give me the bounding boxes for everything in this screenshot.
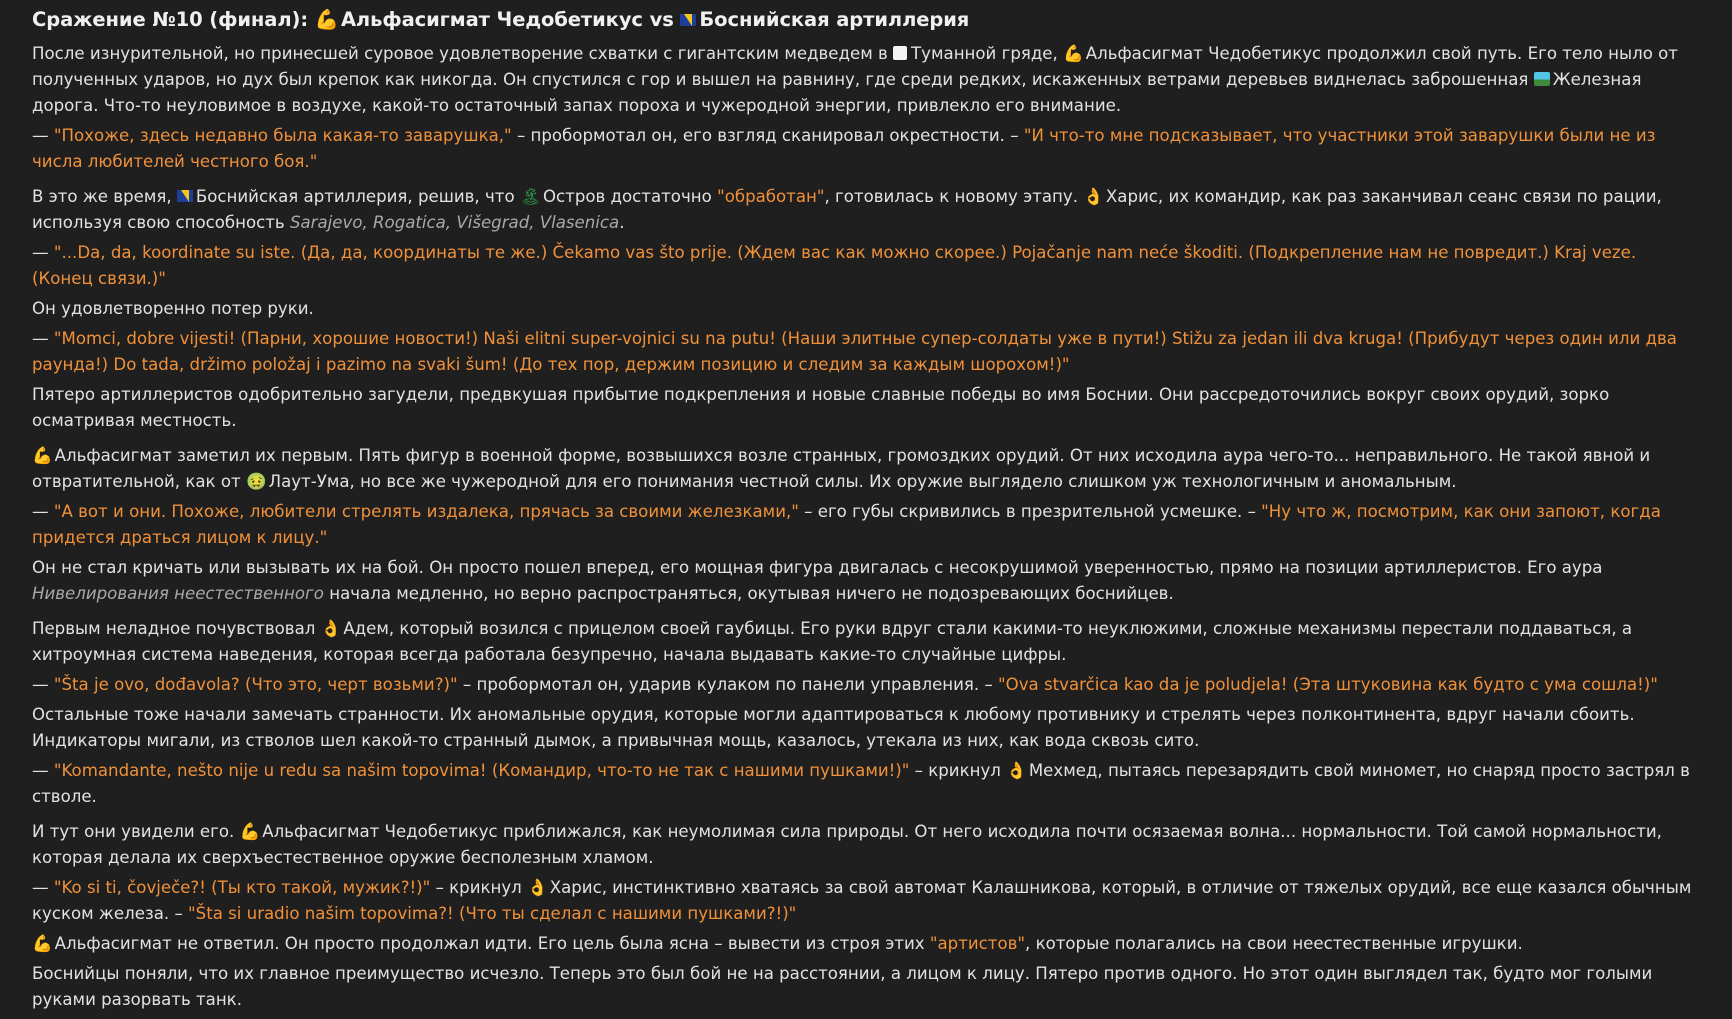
ok-hand-icon: 👌 [1083,187,1104,206]
paragraph-intro: После изнурительной, но принесшей суровое удовлетворение схватки с гигантским медведем в Туманной гряде, 💪 Альфасигмат Чедобетикус продолжил свой путь. Его тело ныло от полученных ударов, но дух был крепок как никогда. Он спустился с гор и вышел на равнину, где среди редких, искаженных ветрами деревьев виднелась заброшенная Железная дорога. Что-то неуловимое в воздухе, какой-то остаточный запах пороха и чужеродной энергии, привлекло его внимание. [32,41,1700,119]
muscle-icon: 💪 [314,8,339,31]
muscle-icon: 💪 [239,822,261,841]
bosnia-flag-icon [680,14,696,26]
paragraph-artillery: В это же время, Боснийская артиллерия, решив, что 🏝 Остров достаточно "обработан", готовилась к новому этапу. 👌 Харис, их командир, как раз заканчивал сеанс связи по рации, используя свою способность Sarajevo, Rogatica, Višegrad, Vlasenica. [32,184,1700,236]
ok-hand-icon: 👌 [320,619,342,638]
muscle-icon: 💪 [32,934,53,953]
bosnia-flag-icon [177,190,193,202]
dialogue-line: — "Похоже, здесь недавно была какая-то заварушка," – пробормотал он, его взгляд сканировал окрестности. – "И что-то мне подсказывает, что участники этой заварушки были не из числа любителей честного боя." [32,126,1656,171]
dialogue-line: — "Ko si ti, čovječe?! (Ты кто такой, мужик?!)" – крикнул 👌 Харис, инстинктивно хватаясь за свой автомат Калашникова, который, в отличие от тяжелых орудий, все еще казался обычным куском железа. – "Šta si uradio našim topovima?! (Что ты сделал с нашими пушками?!)" [32,875,1700,927]
dialogue-line: — "А вот и они. Похоже, любители стрелять издалека, прячась за своими железками," – его губы скривились в презрительной усмешке. – "Ну что ж, посмотрим, как они запоют, когда придется драться лицом к лицу." [32,502,1661,547]
paragraph: И тут они увидели его. 💪 Альфасигмат Чедобетикус приближался, как неумолимая сила природы. От него исходила почти осязаемая волна... нормальности. Той самой нормальности, которая делала их сверхъестественное оружие бесполезным хламом. [32,819,1700,871]
muscle-icon: 💪 [1063,44,1084,63]
dialogue-line: — "Momci, dobre vijesti! (Парни, хорошие новости!) Naši elitni super-vojnici su na putu! (Наши элитные супер-солдаты уже в пути!) Stižu za jedan ili dva kruga! (Прибудут через один или два раунда!) Do tada, držimo položaj i pazimo na svaki šum! (До тех пор, держим позицию и следим за каждым шорохом!)" [32,329,1677,374]
paragraph: Остальные тоже начали замечать странности. Их аномальные орудия, которые могли адаптироваться к любому противнику и стрелять через полконтинента, вдруг начали сбоить. Индикаторы мигали, из стволов шел какой-то странный дымок, а привычная мощь, казалось, утекала из них, как вода сквозь сито. [32,705,1635,750]
nauseated-face-icon: 🤢 [245,472,267,491]
battle-title: Сражение №10 (финал): 💪 Альфасигмат Чедобетикус vs Боснийская артиллерия [32,8,970,31]
paragraph: Он не стал кричать или вызывать их на бой. Он просто пошел вперед, его мощная фигура двигалась с несокрушимой уверенностью, прямо на позиции артиллеристов. Его аура Нивелирования неестественного начала медленно, но верно распространяться, окутывая ничего не подозревающих боснийцев. [32,558,1603,603]
paragraph: 💪 Альфасигмат заметил их первым. Пять фигур в военной форме, возвышихся возле странных, громоздких орудий. От них исходила аура чего-то... неправильного. Не такой явной и отвратительной, как от 🤢 Лаут-Ума, но все же чужеродной для его понимания честной силы. Их оружие выглядело слишком уж технологичным и аномальным. [32,443,1700,495]
railway-icon [1534,72,1550,86]
paragraph: Боснийцы поняли, что их главное преимущество исчезло. Теперь это был бой не на расстоянии, а лицом к лицу. Пятеро против одного. Но этот один выглядел так, будто мог голыми руками разорвать танк. [32,964,1653,1009]
story-container [32,8,1700,1017]
dialogue-line: — "...Da, da, koordinate su iste. (Да, да, координаты те же.) Čekamo vas što prije. (Ждем вас как можно скорее.) Pojačanje nam neće škoditi. (Подкрепление нам не повредит.) Kraj veze. (Конец связи.)" [32,243,1637,288]
ability-name: Sarajevo, Rogatica, Višegrad, Vlasenica [289,213,620,232]
ok-hand-icon: 👌 [527,878,548,897]
paragraph: 💪 Альфасигмат не ответил. Он просто продолжал идти. Его цель была ясна – вывести из строя этих "артистов", которые полагались на свои неестественные игрушки. [32,931,1700,957]
paragraph: Первым неладное почувствовал 👌 Адем, который возился с прицелом своей гаубицы. Его руки вдруг стали какими-то неуклюжими, сложные механизмы перестали поддаваться, а хитроумная система наведения, которая всегда работала безупречно, начала выдавать какие-то случайные цифры. [32,616,1700,668]
island-icon: 🏝 [519,187,541,206]
paragraph: Он удовлетворенно потер руки. [32,299,314,318]
paragraph: Пятеро артиллеристов одобрительно загудели, предвкушая прибытие подкрепления и новые славные победы во имя Боснии. Они рассредоточились вокруг своих орудий, зорко осматривая местность. [32,385,1610,430]
ok-hand-icon: 👌 [1006,761,1027,780]
aura-name: Нивелирования неестественного [32,584,324,603]
muscle-icon: 💪 [32,446,53,465]
dialogue-line: — "Komandante, nešto nije u redu sa našim topovima! (Командир, что-то не так с нашими пушками!)" – крикнул 👌 Мехмед, пытаясь перезарядить свой миномет, но снаряд просто застрял в стволе. [32,758,1700,810]
white-square-icon [893,46,907,60]
dialogue-line: — "Šta je ovo, dođavola? (Что это, черт возьми?)" – пробормотал он, ударив кулаком по панели управления. – "Ova stvarčica kao da je poludjela! (Эта штуковина как будто с ума сошла!)" [32,675,1658,694]
